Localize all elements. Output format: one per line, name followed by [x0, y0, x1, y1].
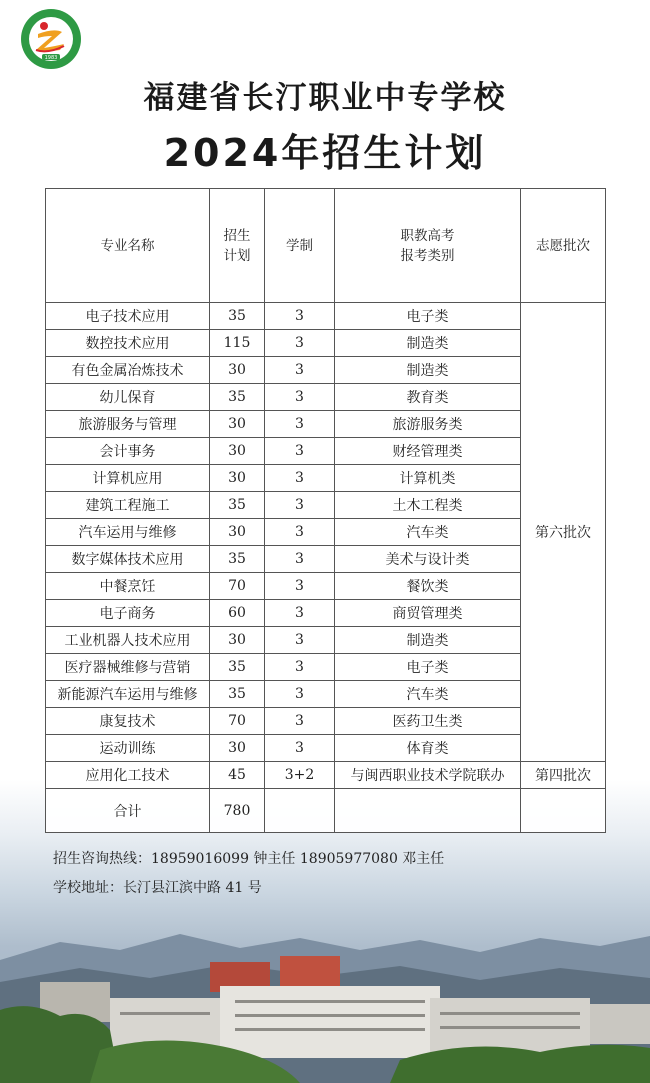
table-cell: 30: [210, 519, 265, 546]
table-cell: 电子类: [335, 654, 521, 681]
header-duration: 学制: [265, 189, 335, 303]
table-cell: 数控技术应用: [46, 330, 210, 357]
enrollment-hotline: 招生咨询热线：18959016099 钟主任 18905977080 邓主任: [53, 851, 445, 867]
table-cell: 数字媒体技术应用: [46, 546, 210, 573]
table-cell: [265, 789, 335, 833]
table-cell: 美术与设计类: [335, 546, 521, 573]
table-cell: 3: [265, 708, 335, 735]
table-cell: 3: [265, 627, 335, 654]
enrollment-plan-table: [45, 188, 606, 833]
table-cell: 工业机器人技术应用: [46, 627, 210, 654]
table-cell: 35: [210, 384, 265, 411]
table-row: [46, 303, 606, 330]
table-cell: 应用化工技术: [46, 762, 210, 789]
table-cell: 30: [210, 411, 265, 438]
table-cell: 汽车运用与维修: [46, 519, 210, 546]
table-cell: 运动训练: [46, 735, 210, 762]
table-cell: 3: [265, 465, 335, 492]
table-cell: 45: [210, 762, 265, 789]
total-plan: 780: [210, 789, 265, 833]
table-cell: 制造类: [335, 357, 521, 384]
table-cell: 3: [265, 492, 335, 519]
table-cell: 35: [210, 546, 265, 573]
table-cell: 35: [210, 681, 265, 708]
table-cell: 财经管理类: [335, 438, 521, 465]
table-cell: 3: [265, 330, 335, 357]
table-cell: 新能源汽车运用与维修: [46, 681, 210, 708]
table-cell: 30: [210, 627, 265, 654]
header-plan: 招生 计划: [210, 189, 265, 303]
table-cell: 医疗器械维修与营销: [46, 654, 210, 681]
table-cell: 计算机类: [335, 465, 521, 492]
table-cell: 汽车类: [335, 681, 521, 708]
school-address: 学校地址：长汀县江滨中路 41 号: [53, 880, 262, 896]
table-cell: 30: [210, 438, 265, 465]
table-cell: 旅游服务与管理: [46, 411, 210, 438]
table-cell: 30: [210, 735, 265, 762]
header-category: 职教高考 报考类别: [335, 189, 521, 303]
table-cell: 3: [265, 546, 335, 573]
table-cell: 医药卫生类: [335, 708, 521, 735]
table-cell: 35: [210, 654, 265, 681]
table-cell: 30: [210, 465, 265, 492]
table-cell: 教育类: [335, 384, 521, 411]
table-cell: 电子商务: [46, 600, 210, 627]
table-cell: 会计事务: [46, 438, 210, 465]
table-cell: 70: [210, 573, 265, 600]
table-cell: 幼儿保育: [46, 384, 210, 411]
table-cell: 3: [265, 438, 335, 465]
table-cell: 康复技术: [46, 708, 210, 735]
table-cell: 建筑工程施工: [46, 492, 210, 519]
table-cell: 3: [265, 357, 335, 384]
campus-landscape-image: [0, 920, 650, 1083]
table-cell: 3: [265, 600, 335, 627]
table-total-row: [46, 789, 606, 833]
table-cell: 与闽西职业技术学院联办: [335, 762, 521, 789]
table-cell: 60: [210, 600, 265, 627]
logo-year: 1983: [44, 55, 58, 61]
header-major: 专业名称: [46, 189, 210, 303]
table-cell: 3: [265, 519, 335, 546]
plan-title: 2024年招生计划: [163, 131, 487, 175]
table-cell: 汽车类: [335, 519, 521, 546]
table-cell: 旅游服务类: [335, 411, 521, 438]
table-cell: [521, 789, 606, 833]
table-cell: 3: [265, 384, 335, 411]
header-batch: 志愿批次: [521, 189, 606, 303]
total-label: 合计: [46, 789, 210, 833]
batch-six-cell: 第六批次: [521, 303, 606, 762]
table-cell: 电子类: [335, 303, 521, 330]
table-cell: 有色金属冶炼技术: [46, 357, 210, 384]
table-cell: [335, 789, 521, 833]
table-cell: 餐饮类: [335, 573, 521, 600]
table-cell: 70: [210, 708, 265, 735]
table-cell: 计算机应用: [46, 465, 210, 492]
school-logo: [20, 8, 82, 70]
table-cell: 3: [265, 303, 335, 330]
table-cell: 30: [210, 357, 265, 384]
table-cell: 35: [210, 492, 265, 519]
table-cell: 土木工程类: [335, 492, 521, 519]
table-cell: 3: [265, 573, 335, 600]
batch-four-cell: 第四批次: [521, 762, 606, 789]
table-cell: 中餐烹饪: [46, 573, 210, 600]
table-row-special: [46, 762, 606, 789]
table-cell: 商贸管理类: [335, 600, 521, 627]
table-cell: 制造类: [335, 627, 521, 654]
table-cell: 3: [265, 681, 335, 708]
table-cell: 制造类: [335, 330, 521, 357]
table-header-row: [46, 189, 606, 303]
table-cell: 体育类: [335, 735, 521, 762]
table-cell: 3: [265, 411, 335, 438]
table-cell: 115: [210, 330, 265, 357]
table-cell: 3+2: [265, 762, 335, 789]
table-cell: 3: [265, 654, 335, 681]
table-cell: 35: [210, 303, 265, 330]
table-cell: 电子技术应用: [46, 303, 210, 330]
table-cell: 3: [265, 735, 335, 762]
school-name-title: 福建省长汀职业中专学校: [143, 80, 507, 116]
